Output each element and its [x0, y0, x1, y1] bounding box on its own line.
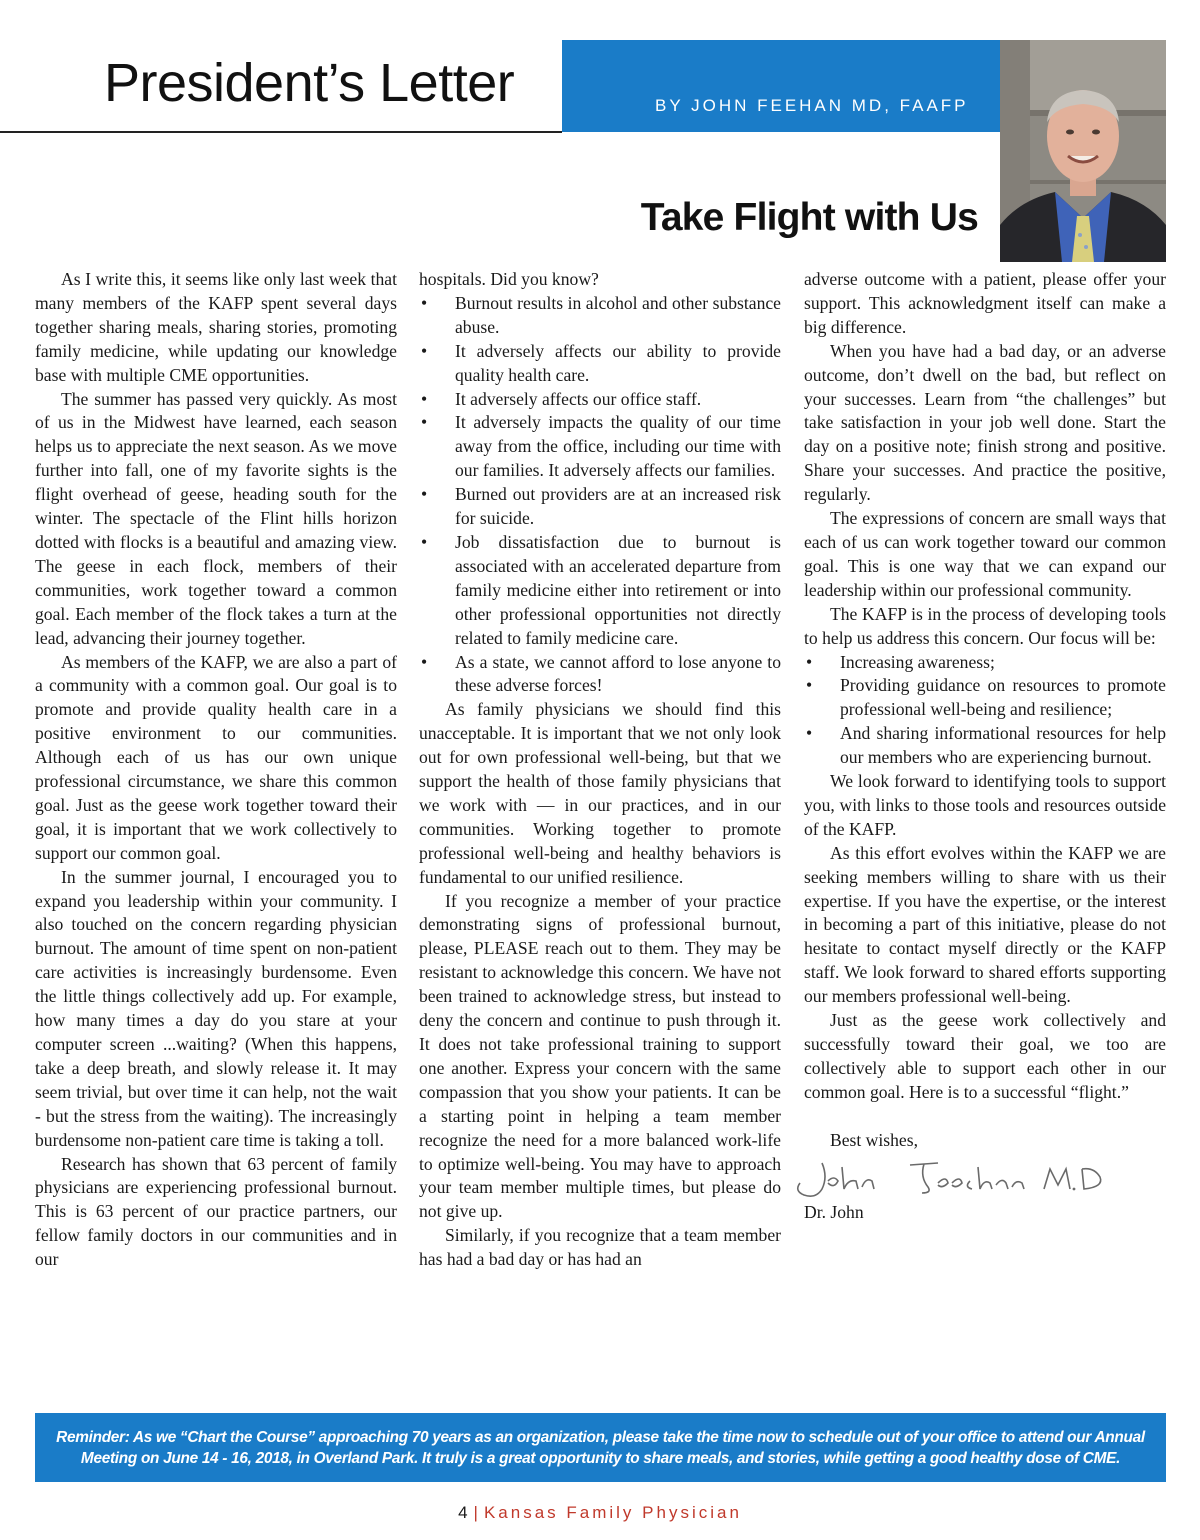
list-item: • It adversely affects our ability to provide quality health care. [419, 340, 781, 388]
list-item: • Burned out providers are at an increased risk for suicide. [419, 483, 781, 531]
column-1 [35, 268, 397, 1272]
reminder-line: Reminder: As we “Chart the Course” approaching 70 years as an organization, please take the time now to schedule out of your office to attend our Annual [56, 1429, 1145, 1446]
signature-image [782, 1157, 1112, 1201]
paragraph: In the summer journal, I encouraged you to expand you leadership within your community. I also touched on the concern regarding physician burnout. The amount of time spent on non-patient care activities is increasingly burdensome. Even the little things collectively add up. For example, how many times a day do you stare at your computer screen ...waiting? (When this happens, take a deep breath, and slowly release it. It may seem trivial, but over time it can help, not the wait - but the stress from the waiting). The increasingly burdensome non-patient care time is taking a toll. [35, 866, 397, 1150]
paragraph: adverse outcome with a patient, please offer your support. This acknowledgment itself can make a big difference. [804, 269, 1166, 337]
page-footer [0, 1503, 1200, 1523]
paragraph: Just as the geese work collectively and successfully toward their goal, we too are collectively able to support each other in our common goal. Here is to a successful “flight.” [804, 1010, 1166, 1102]
closing-salutation: Best wishes, [830, 1129, 918, 1150]
article-headline: Take Flight with Us [640, 196, 978, 239]
reminder-line: Meeting on June 14 - 16, 2018, in Overland Park. It truly is a great opportunity to share meals, and stories, while getting a good healthy dose of CME. [80, 1450, 1121, 1467]
list-item: • Providing guidance on resources to promote professional well-being and resilience; [804, 674, 1166, 722]
list-item: • And sharing informational resources for help our members who are experiencing burnout. [804, 722, 1166, 770]
paragraph: hospitals. Did you know? [419, 269, 599, 289]
column-3 [804, 268, 1166, 1225]
paragraph: As I write this, it seems like only last week that many members of the KAFP spent several days together sharing meals, sharing stories, promoting family medicine, while updating our knowledge base with multiple CME opportunities. [35, 269, 397, 385]
title-rule [0, 131, 562, 133]
publication-name: Kansas Family Physician [483, 1503, 742, 1522]
paragraph: As this effort evolves within the KAFP we are seeking members willing to share with us their expertise. If you have the expertise, or the interest in becoming a part of this initiative, please do not hesitate to contact myself directly or the KAFP staff. We look forward to shared efforts supporting our members professional well-being. [804, 842, 1166, 1007]
paragraph: We look forward to identifying tools to support you, with links to those tools and resources outside of the KAFP. [804, 771, 1166, 839]
reminder-banner [35, 1413, 1166, 1482]
page-number: 4 [458, 1503, 468, 1522]
list-item: • Burnout results in alcohol and other substance abuse. [419, 292, 781, 340]
page-title: President’s Letter [104, 53, 515, 113]
column-2 [419, 268, 781, 1272]
paragraph: The expressions of concern are small ways that each of us can work together toward our common goal. This is one way that we can expand our leadership within our professional community. [804, 508, 1166, 600]
list-item: • Job dissatisfaction due to burnout is associated with an accelerated departure from family medicine either into retirement or into other professional opportunities not directly related to family medicine care. [419, 531, 781, 651]
burnout-effects-list [419, 292, 781, 698]
list-item: • Increasing awareness; [804, 651, 1166, 675]
author-photo [1000, 40, 1166, 262]
paragraph: If you recognize a member of your practice demonstrating signs of professional burnout, please, PLEASE reach out to them. They may be resistant to acknowledge this concern. We have not been trained to acknowledge stress, but instead to deny the concern and continue to push through it. It does not take professional training to support one another. Express your concern with the same compassion that you show your patients. It can be a starting point in helping a team member recognize the need for a more balanced work-life to optimize well-being. You may have to approach your team member multiple times, but please do not give up. [419, 890, 781, 1222]
paragraph: Research has shown that 63 percent of family physicians are experiencing professional burnout. This is 63 percent of our practice partners, our fellow family doctors in our communities and in our [35, 1153, 397, 1270]
footer-separator: | [473, 1503, 478, 1522]
paragraph: As members of the KAFP, we are also a part of a community with a common goal. Our goal is to promote and provide quality health care in a positive environment to our communities. Although each of us has our own unique professional circumstance, we share this common goal. Just as the geese work together toward their goal, it is important that we work collectively to support our common goal. [35, 651, 397, 863]
list-item: • It adversely impacts the quality of our time away from the office, including our time with our families. It adversely affects our families. [419, 411, 781, 483]
paragraph: Similarly, if you recognize that a team member has had a bad day or has had an [419, 1225, 781, 1270]
paragraph: When you have had a bad day, or an adverse outcome, don’t dwell on the bad, but reflect on your successes. Learn from “the challenges” but take satisfaction in your job well done. Start the day on a positive note; finish strong and positive. Share your successes. And practice the positive, regularly. [804, 340, 1166, 505]
signoff-name: Dr. John [804, 1201, 864, 1222]
paragraph: As family physicians we should find this unacceptable. It is important that we not only look out for own professional well-being, but that we support the health of those family physicians that we work with — in our practices, and in our communities. Working together to promote professional well-being and healthy behaviors is fundamental to our unified resilience. [419, 699, 781, 887]
list-item: • It adversely affects our office staff. [419, 388, 781, 412]
list-item: • As a state, we cannot afford to lose anyone to these adverse forces! [419, 651, 781, 699]
focus-list [804, 651, 1166, 771]
paragraph: The KAFP is in the process of developing tools to help us address this concern. Our focus will be: [804, 603, 1166, 648]
byline-band [562, 40, 1000, 132]
paragraph: The summer has passed very quickly. As most of us in the Midwest have learned, each season helps us to appreciate the next season. As we move further into fall, one of my favorite sights is the flight overhead of geese, heading south for the winter. The spectacle of the Flint hills horizon dotted with flocks is a beautiful and amazing view. The geese in each flock, members of their communities, work together toward a common goal. Each member of the flock takes a turn at the lead, advancing their journey together. [35, 388, 397, 648]
byline: BY JOHN FEEHAN MD, FAAFP [655, 96, 969, 115]
